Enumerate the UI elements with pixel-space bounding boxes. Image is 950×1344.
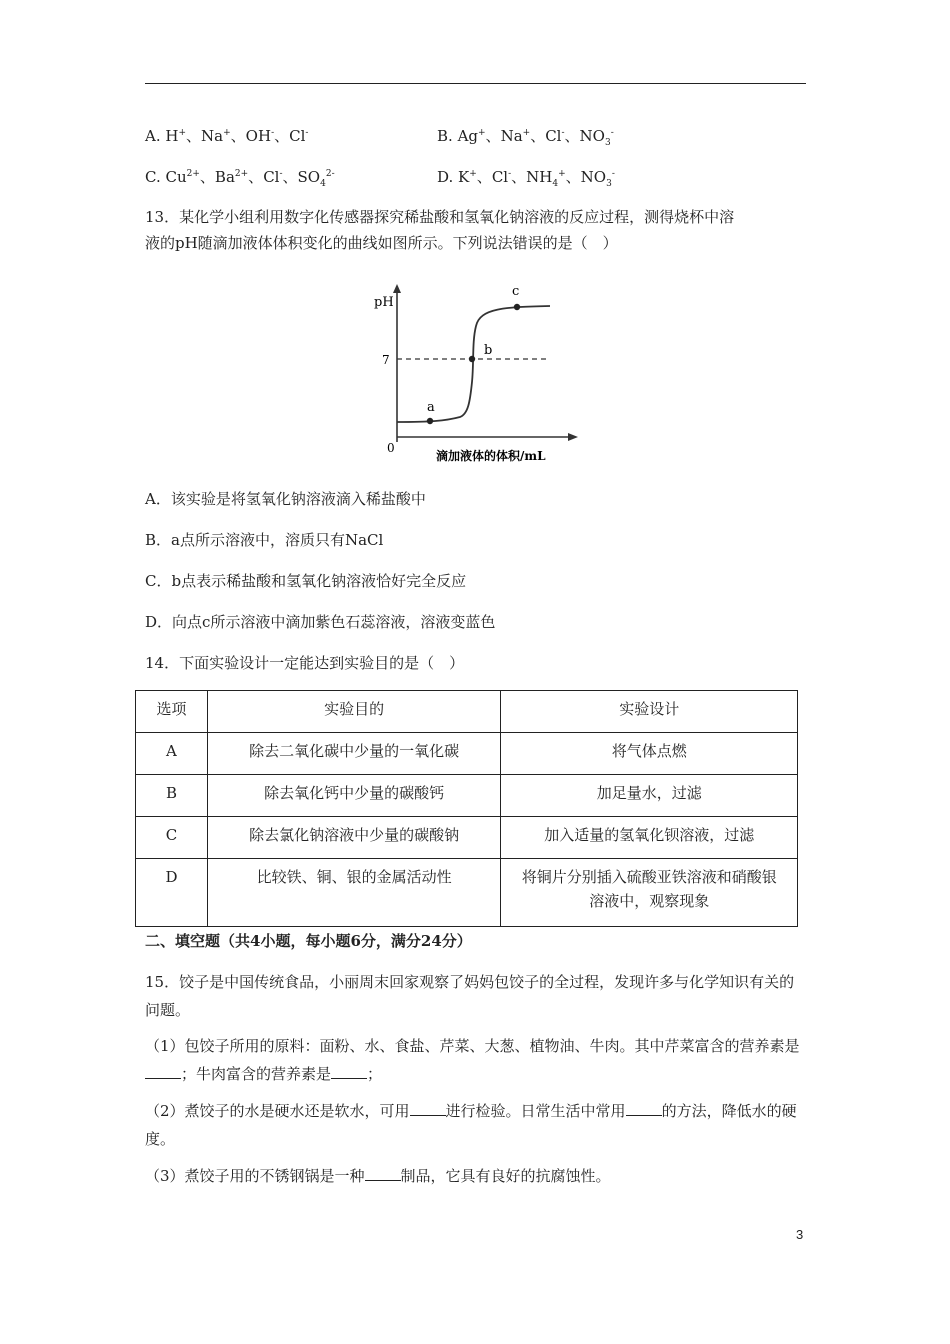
ph-curve — [397, 306, 550, 422]
q15-part1 — [145, 1032, 807, 1088]
ion-formula: Na+ — [500, 127, 531, 145]
q15-part2-text-b: 进行检验。日常生活中常用 — [445, 1102, 626, 1120]
q15-part3-text-a: （3）煮饺子用的不锈钢锅是一种 — [145, 1167, 365, 1185]
table-cell: 除去氧化钙中少量的碳酸钙 — [207, 775, 501, 817]
table-header-cell: 实验目的 — [207, 691, 501, 733]
q12-option-b: B. Ag+、Na+、Cl-、$NO_3^-$ — [437, 127, 614, 148]
option-letter: D. — [437, 168, 459, 186]
q15-part1-text-a: （1）包饺子所用的原料：面粉、水、食盐、芹菜、大葱、植物油、牛肉。其中芹菜富含的营养素是 — [145, 1037, 800, 1055]
q15-part3 — [145, 1162, 807, 1190]
ion-formula: H+ — [165, 127, 187, 145]
answer-blank[interactable] — [331, 1064, 367, 1079]
q13-option-d: D．向点c所示溶液中滴加紫色石蕊溶液，溶液变蓝色 — [145, 613, 496, 631]
ion-formula: $Cu^{2+}$ — [165, 168, 200, 186]
q15-stem: 15．饺子是中国传统食品，小丽周末回家观察了妈妈包饺子的全过程，发现许多与化学知识有关的问题。 — [145, 973, 795, 1019]
q13-stem-line1: 13．某化学小组利用数字化传感器探究稀盐酸和氢氧化钠溶液的反应过程，测得烧杯中溶 — [145, 208, 735, 226]
q15-part2-text-c: 的方法，降低水的硬度。 — [145, 1102, 797, 1148]
table-row — [136, 733, 798, 775]
option-letter: A. — [145, 127, 166, 145]
ion-formula: Cl- — [289, 127, 309, 145]
ph-curve-chart — [360, 278, 600, 474]
answer-blank[interactable] — [145, 1064, 181, 1079]
ion-formula: Na+ — [201, 127, 231, 145]
point-b-marker — [469, 356, 475, 362]
table-cell: 除去二氧化碳中少量的一氧化碳 — [207, 733, 501, 775]
ion-formula: Cl- — [545, 127, 565, 145]
ion-formula: OH- — [245, 127, 275, 145]
table-header-cell: 实验设计 — [501, 691, 798, 733]
answer-blank[interactable] — [365, 1166, 401, 1181]
x-axis-arrow — [568, 433, 578, 441]
table-cell: B — [136, 775, 208, 817]
table-cell: 加入适量的氢氧化钡溶液，过滤 — [501, 817, 798, 859]
option-letter: B. — [437, 127, 458, 145]
q12-option-c: C. $Cu^{2+}$、$Ba^{2+}$、Cl-、$SO_4^{2-}$ — [145, 168, 335, 189]
table-cell: C — [136, 817, 208, 859]
experiment-table — [135, 690, 798, 927]
answer-blank[interactable] — [626, 1101, 662, 1116]
point-c-label: c — [512, 284, 520, 299]
ion-formula: Ag+ — [457, 127, 486, 145]
page-number: 3 — [796, 1227, 804, 1242]
table-cell: 比较铁、铜、银的金属活动性 — [207, 859, 501, 927]
option-letter: C. — [145, 168, 166, 186]
table-cell: 加足量水，过滤 — [501, 775, 798, 817]
origin-label: 0 — [387, 441, 395, 455]
ion-formula: Cl- — [263, 168, 283, 186]
answer-blank[interactable] — [410, 1101, 446, 1116]
table-row — [136, 817, 798, 859]
section-heading: 二、填空题（共4小题，每小题6分，满分24分） — [145, 932, 472, 950]
q14-stem: 14．下面实验设计一定能达到实验目的是（ ） — [145, 654, 465, 672]
point-c-marker — [514, 304, 520, 310]
table-header-cell: 选项 — [136, 691, 208, 733]
q12-option-a: A. H+、Na+、OH-、Cl- — [145, 127, 309, 145]
ion-formula: K+ — [458, 168, 477, 186]
ion-formula: Cl- — [491, 168, 512, 186]
point-a-label: a — [427, 400, 435, 415]
q15-part3-text-b: 制品，它具有良好的抗腐蚀性。 — [400, 1167, 611, 1185]
ion-formula: $SO_4^{2-}$ — [297, 168, 335, 189]
q12-option-d: D. K+、Cl-、$NH_4^+$、$NO_3^-$ — [437, 168, 615, 189]
table-cell: 除去氯化钠溶液中少量的碳酸钠 — [207, 817, 501, 859]
ion-formula: $NO_3^-$ — [580, 168, 615, 189]
table-cell: 将铜片分别插入硫酸亚铁溶液和硝酸银溶液中，观察现象 — [501, 859, 798, 927]
point-b-label: b — [484, 343, 493, 358]
header-rule — [145, 83, 806, 84]
table-cell: A — [136, 733, 208, 775]
table-header-row — [136, 691, 798, 733]
y-axis-label: pH — [374, 295, 394, 310]
tick-label-7: 7 — [382, 353, 390, 367]
table-row — [136, 775, 798, 817]
table-row — [136, 859, 798, 927]
table-cell: D — [136, 859, 208, 927]
ion-formula: $Ba^{2+}$ — [214, 168, 249, 186]
table-cell: 将气体点燃 — [501, 733, 798, 775]
q15-part1-text-c: ； — [367, 1065, 383, 1083]
q15-part2 — [145, 1097, 807, 1153]
ion-formula: $NH_4^+$ — [526, 168, 566, 189]
q13-stem-line2: 液的pH随滴加液体体积变化的曲线如图所示。下列说法错误的是（ ） — [145, 234, 618, 252]
ion-formula: $NO_3^-$ — [579, 127, 614, 148]
q15-part1-text-b: ；牛肉富含的营养素是 — [181, 1065, 332, 1083]
q13-option-b: B．a点所示溶液中，溶质只有NaCl — [145, 531, 384, 549]
q15-part2-text-a: （2）煮饺子的水是硬水还是软水，可用 — [145, 1102, 410, 1120]
point-a-marker — [427, 418, 433, 424]
y-axis-arrow — [393, 284, 401, 293]
x-axis-label: 滴加液体的体积/mL — [436, 449, 546, 463]
q13-option-a: A．该实验是将氢氧化钠溶液滴入稀盐酸中 — [145, 490, 426, 508]
q13-option-c: C．b点表示稀盐酸和氢氧化钠溶液恰好完全反应 — [145, 572, 467, 590]
